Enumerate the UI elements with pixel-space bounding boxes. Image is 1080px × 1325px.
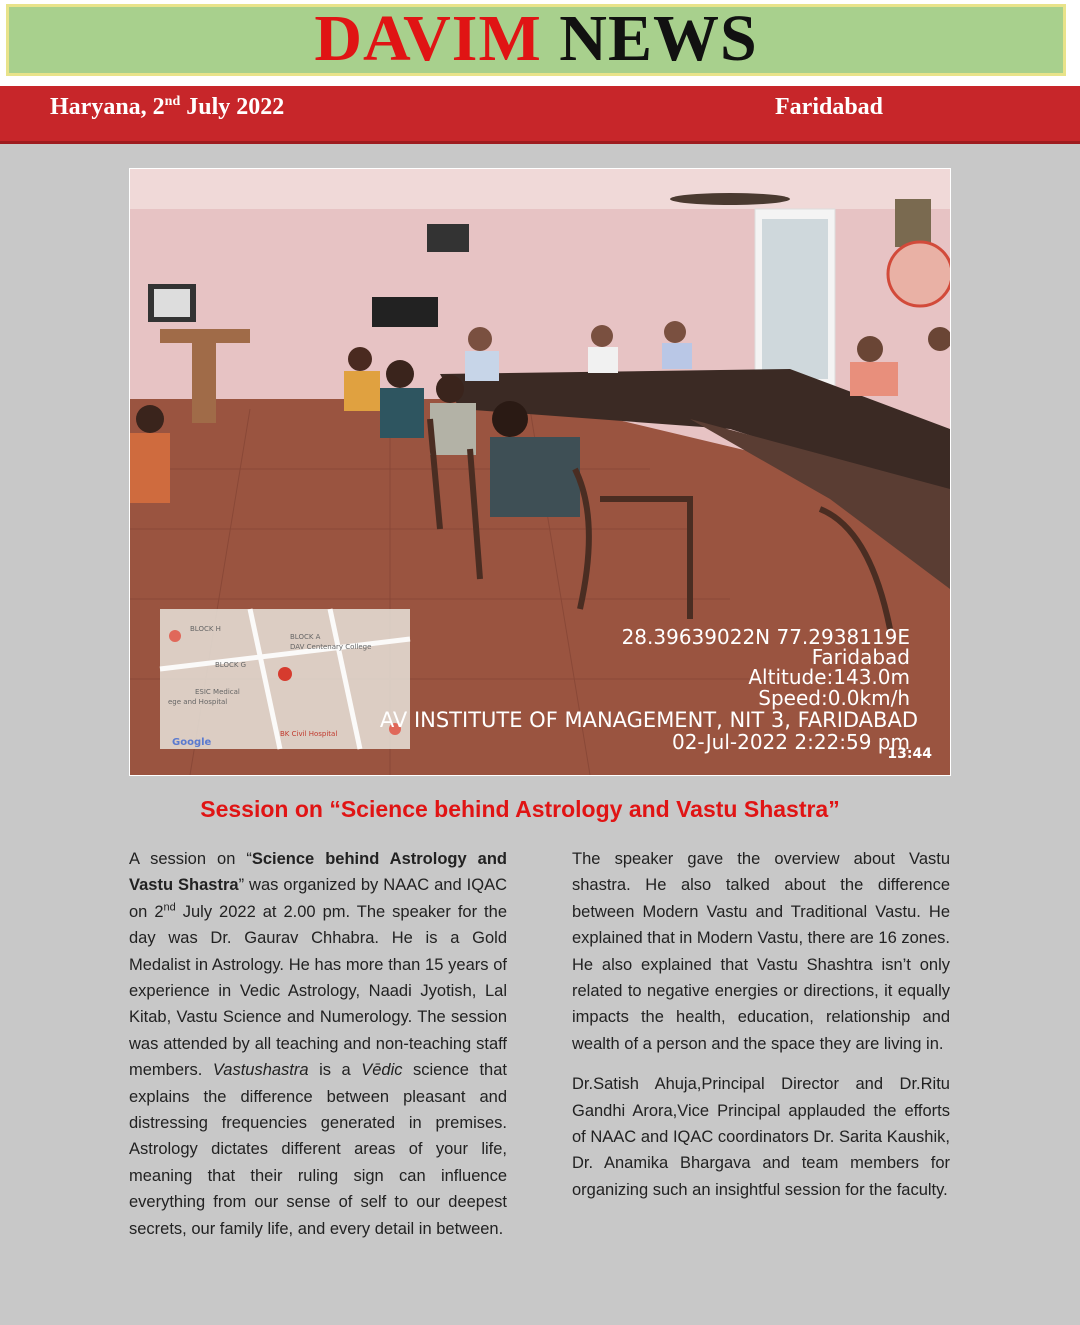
gps-coordinates: 28.39639022N 77.2938119E — [621, 625, 910, 649]
text-run: is a — [308, 1061, 362, 1080]
text-run: ” was organized by NAAC and IQAC on 2 — [129, 876, 508, 921]
map-label-esic: ESIC Medical — [195, 688, 240, 696]
article-paragraph: Dr.Satish Ahuja,Principal Director and Dr.Ritu Gandhi Arora,Vice Principal applauded the efforts of NAAC and IQAC coordinators Dr. Sarita Kaushik, Dr. Anamika Bhargava and team members for organizing such an insightful session for the faculty. — [572, 1075, 950, 1199]
map-label-block-h: BLOCK H — [190, 625, 221, 633]
newsletter-title — [9, 3, 1063, 75]
map-label-hospital: ege and Hospital — [168, 698, 228, 706]
title-news: NEWS — [559, 2, 758, 75]
gps-speed: Speed:0.0km/h — [758, 686, 910, 710]
event-photo-illustration — [130, 169, 950, 775]
event-photo — [129, 168, 951, 776]
photo-time: 13:44 — [887, 746, 932, 762]
term-italic: Vēdic — [361, 1061, 403, 1080]
google-logo: Google — [172, 737, 212, 748]
date-suffix: July 2022 — [180, 94, 285, 120]
article-column-left — [129, 846, 507, 1256]
article-headline: Session on “Science behind Astrology and Vastu Shastra” — [200, 796, 840, 822]
term-italic: Vastushastra — [212, 1061, 309, 1080]
issue-city: Faridabad — [775, 94, 884, 120]
gps-location: AV INSTITUTE OF MANAGEMENT, NIT 3, FARIDABAD — [379, 708, 918, 732]
map-label-block-a: BLOCK A — [290, 633, 321, 641]
title-davim: DAVIM — [314, 2, 542, 75]
map-label-block-g: BLOCK G — [215, 661, 247, 669]
gps-altitude: Altitude:143.0m — [748, 665, 910, 689]
article-paragraph — [129, 846, 507, 1242]
text-run: A session on “ — [129, 850, 252, 868]
gps-place: Faridabad — [811, 645, 910, 669]
session-title-bold: Science behind Astrology and Vastu Shastra — [129, 850, 508, 895]
text-run: July 2022 at 2.00 pm. The speaker for the day was Dr. Gaurav Chhabra. He is a Gold Medalist in Astrology. He has more than 15 years of experience in Vedic Astrology, Naadi Jyotish, Lal Kitab, Vastu Science and Numerology. The session was attended by all teaching and non-teaching staff members. — [129, 902, 507, 1080]
text-run: science that explains the difference between pleasant and distressing frequencies generated in premises. Astrology dictates different areas of your life, meaning that their ruling sign can influence everything from our sense of self to our deepest secrets, our family life, and every detail in between. — [129, 1061, 507, 1238]
gps-datetime: 02-Jul-2022 2:22:59 pm — [671, 730, 910, 754]
date-sup: nd — [164, 94, 181, 109]
issue-date — [50, 94, 284, 121]
map-label-college: DAV Centenary College — [290, 643, 372, 651]
article-column-right — [572, 846, 950, 1217]
masthead — [0, 0, 1080, 86]
date-sup: nd — [163, 901, 176, 914]
article-paragraph: The speaker gave the overview about Vastu shastra. He also talked about the difference between Modern Vastu and Traditional Vastu. He explained that in Modern Vastu, there are 16 zones. He also explained that Vastu Shashtra isn’t only related to negative energies or directions, it equally impacts the health, education, relationship and wealth of a person and the space they are living in. — [572, 850, 950, 1053]
date-prefix: Haryana, 2 — [50, 94, 165, 120]
map-label-bk-hospital: BK Civil Hospital — [280, 730, 338, 738]
masthead-banner — [6, 4, 1066, 76]
dateline-bar — [0, 86, 1080, 144]
